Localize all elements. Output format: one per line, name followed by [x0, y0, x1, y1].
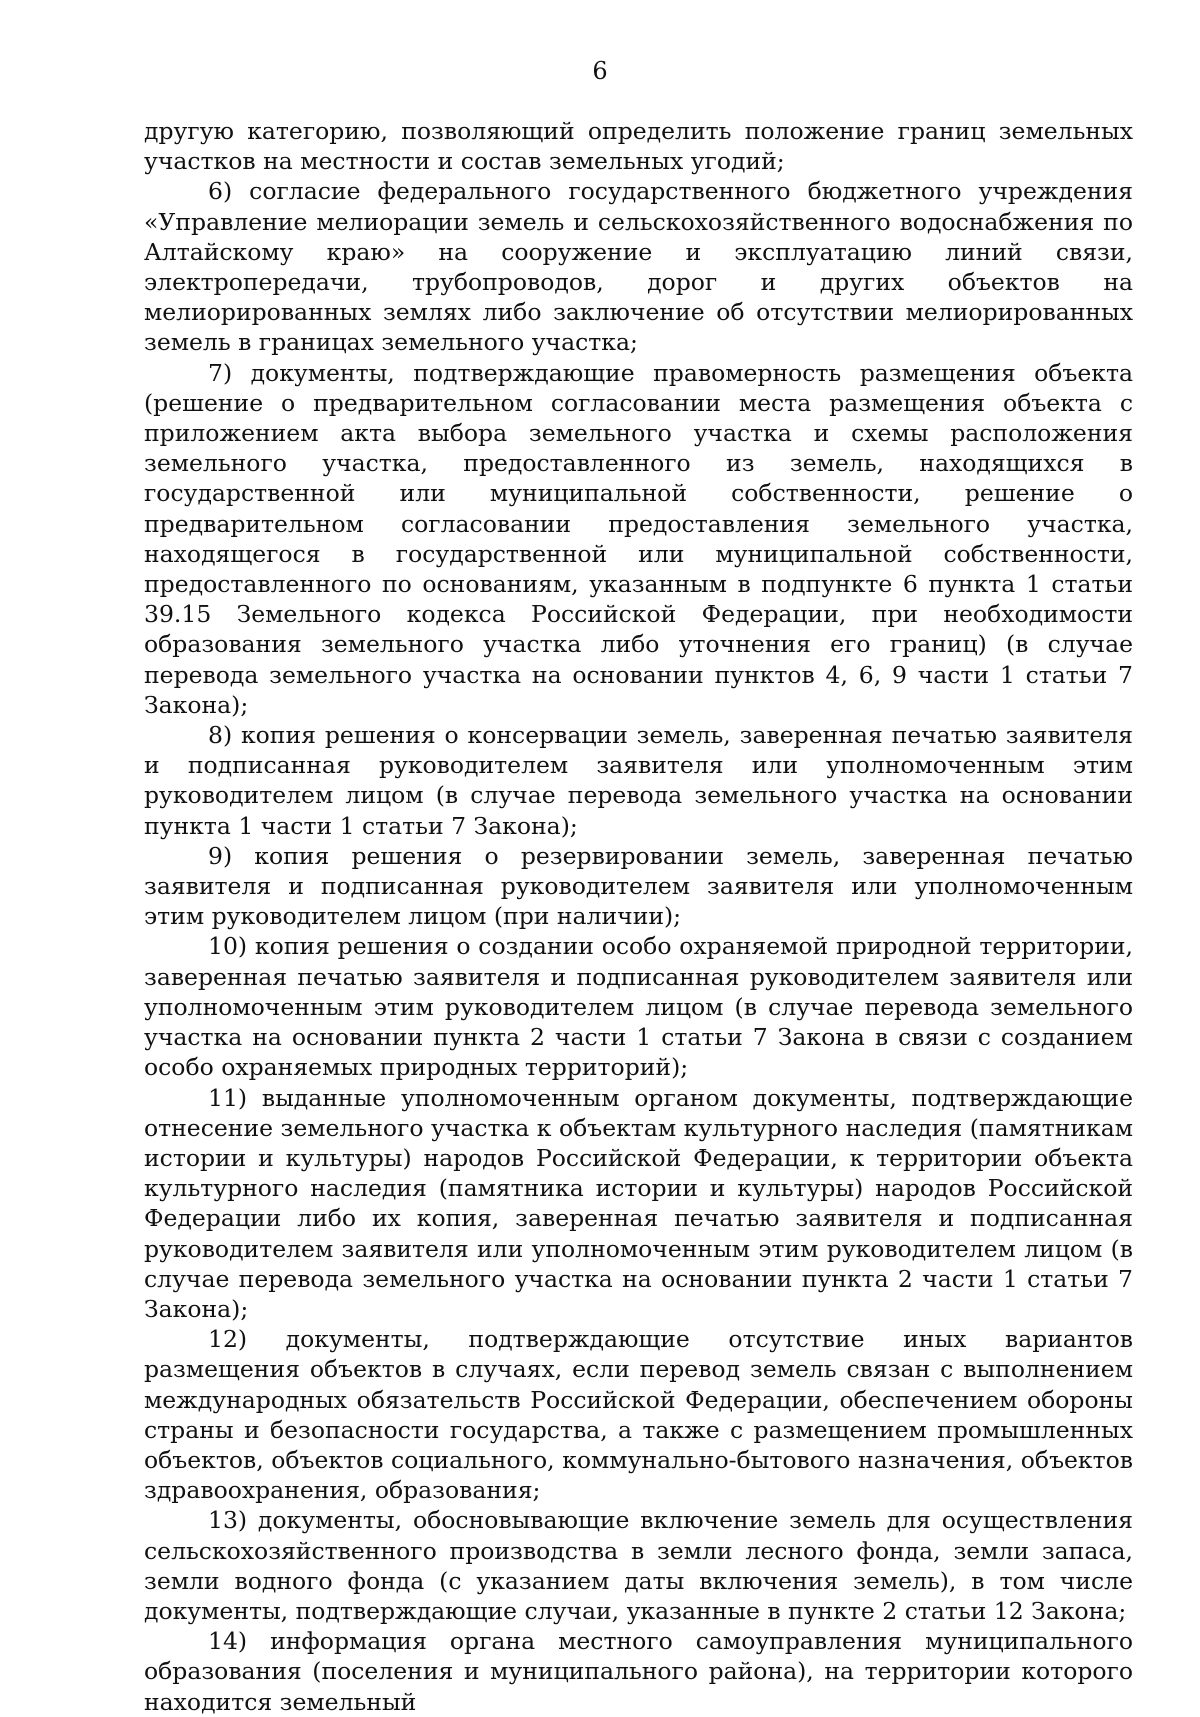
paragraph-item-6: 6) согласие федерального государственного бюджетного учреждения «Управление мелиорации земель и сельскохозяйственного водоснабжения по Алтайскому краю» на сооружение и эксплуатацию линий связи, электропередачи, трубопроводов, дорог и других объектов на мелиорированных землях либо заключение об отсутствии мелиорированных земель в границах земельного участка; — [144, 177, 1133, 357]
paragraph-item-7: 7) документы, подтверждающие правомерность размещения объекта (решение о предварительном согласовании места размещения объекта с приложением акта выбора земельного участка и схемы расположения земельного участка, предоставленного из земель, находящихся в государственной или муниципальной собственности, решение о предварительном согласовании предоставления земельного участка, находящегося в государственной или муниципальной собственности, предоставленного по основаниям, указанным в подпункте 6 пункта 1 статьи 39.15 Земельного кодекса Российской Федерации, при необходимости образования земельного участка либо уточнения его границ) (в случае перевода земельного участка на основании пунктов 4, 6, 9 части 1 статьи 7 Закона); — [144, 358, 1133, 719]
paragraph-item-9: 9) копия решения о резервировании земель, заверенная печатью заявителя и подписанная руководителем заявителя или уполномоченным этим руководителем лицом (при наличии); — [144, 841, 1133, 931]
paragraph-item-12: 12) документы, подтверждающие отсутствие иных вариантов размещения объектов в случаях, если перевод земель связан с выполнением международных обязательств Российской Федерации, обеспечением обороны страны и безопасности государства, а также с размещением промышленных объектов, объектов социального, коммунально-бытового назначения, объектов здравоохранения, образования; — [144, 1325, 1133, 1505]
paragraph-item-10: 10) копия решения о создании особо охраняемой природной территории, заверенная печатью заявителя и подписанная руководителем заявителя или уполномоченным этим руководителем лицом (в случае перевода земельного участка на основании пункта 2 части 1 статьи 7 Закона в связи с созданием особо охраняемых природных территорий); — [144, 932, 1133, 1082]
paragraph-continuation: другую категорию, позволяющий определить положение границ земельных участков на местности и состав земельных угодий; — [144, 117, 1133, 176]
paragraph-item-8: 8) копия решения о консервации земель, заверенная печатью заявителя и подписанная руководителем заявителя или уполномоченным этим руководителем лицом (в случае перевода земельного участка на основании пункта 1 части 1 статьи 7 Закона); — [144, 721, 1133, 840]
paragraph-item-13: 13) документы, обосновывающие включение земель для осуществления сельскохозяйственного производства в земли лесного фонда, земли запаса, земли водного фонда (с указанием даты включения земель), в том числе документы, подтверждающие случаи, указанные в пункте 2 статьи 12 Закона; — [144, 1506, 1133, 1625]
paragraph-item-11: 11) выданные уполномоченным органом документы, подтверждающие отнесение земельного участка к объектам культурного наследия (памятникам истории и культуры) народов Российской Федерации, к территории объекта культурного наследия (памятника истории и культуры) народов Российской Федерации либо их копия, заверенная печатью заявителя и подписанная руководителем заявителя или уполномоченным этим руководителем лицом (в случае перевода земельного участка на основании пункта 2 части 1 статьи 7 Закона); — [144, 1083, 1133, 1323]
document-body — [144, 116, 1133, 1717]
paragraph-item-14: 14) информация органа местного самоуправления муниципального образования (поселения и муниципального района), на территории которого находится земельный — [144, 1627, 1133, 1716]
page-number: 6 — [592, 57, 608, 85]
